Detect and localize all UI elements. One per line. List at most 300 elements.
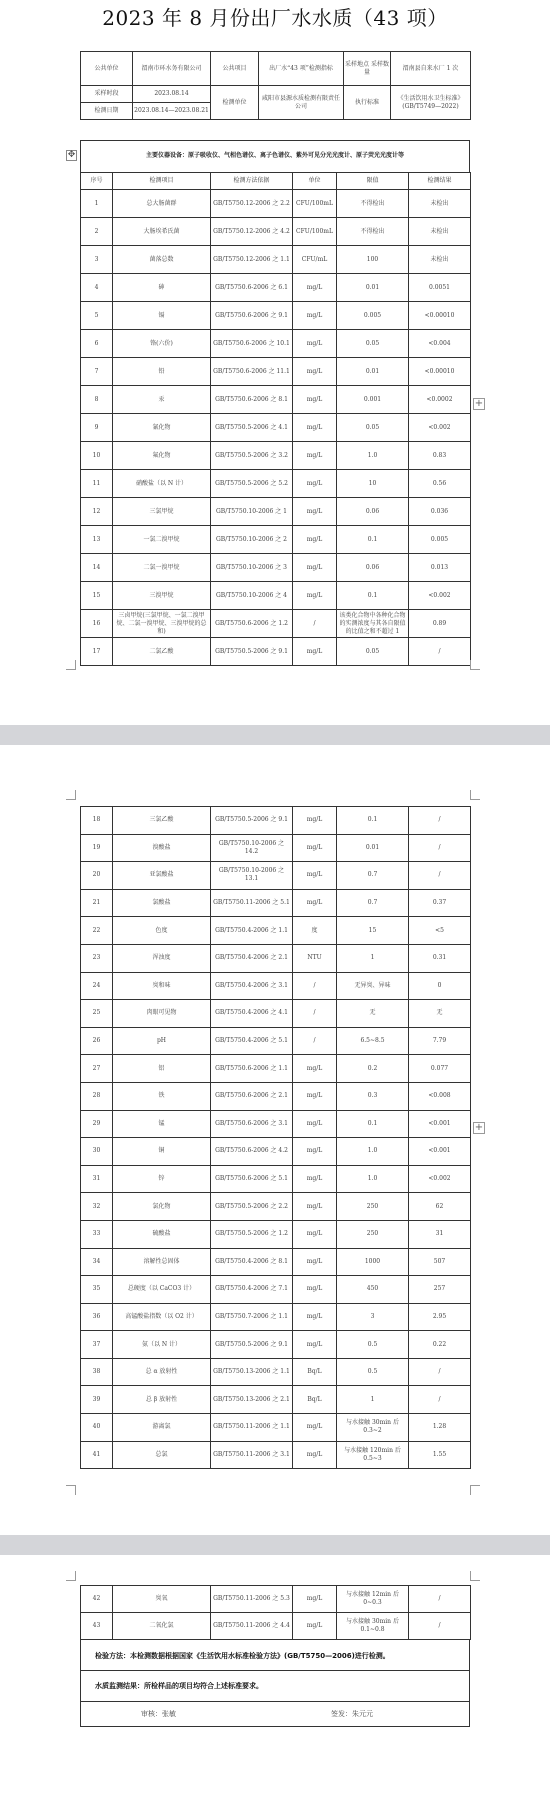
row-result: 257 [409, 1276, 471, 1304]
row-unit: CFU/100mL [293, 190, 337, 218]
row-method: GB/T5750.4-2006 之 5.1 [211, 1027, 293, 1055]
row-method: GB/T5750.6-2006 之 2.1 [211, 1082, 293, 1110]
row-limit: 0.05 [337, 414, 409, 442]
page-margin-corner [470, 660, 480, 670]
row-index: 3 [81, 246, 113, 274]
table-row [81, 358, 471, 386]
row-unit: / [293, 1027, 337, 1055]
reviewer-signature: 审核：张敏 [141, 1710, 176, 1718]
row-limit: 0.06 [337, 498, 409, 526]
row-limit: 250 [337, 1193, 409, 1221]
table-row [81, 1386, 471, 1414]
client-label: 公共单位 [81, 52, 133, 86]
col-header-unit: 单位 [293, 173, 337, 190]
row-method: GB/T5750.10-2006 之 3 [211, 554, 293, 582]
row-method: GB/T5750.11-2006 之 1.1 [211, 1414, 293, 1442]
table-row [81, 1331, 471, 1359]
row-result: 0.89 [409, 610, 471, 638]
row-item: 镉 [113, 302, 211, 330]
row-result: 0.31 [409, 944, 471, 972]
equipment-note: 主要仪器设备：原子吸收仪、气相色谱仪、离子色谱仪、紫外可见分光光度计、原子荧光光度计等 [80, 140, 470, 172]
row-limit: 250 [337, 1220, 409, 1248]
table-row [81, 889, 471, 917]
row-unit: NTU [293, 944, 337, 972]
row-result: 0.83 [409, 442, 471, 470]
row-method: GB/T5750.7-2006 之 1.1 [211, 1303, 293, 1331]
row-limit: 不得检出 [337, 218, 409, 246]
row-limit: 0.7 [337, 889, 409, 917]
row-result: 未检出 [409, 190, 471, 218]
row-method: GB/T5750.4-2006 之 7.1 [211, 1276, 293, 1304]
row-index: 18 [81, 807, 113, 835]
row-result: / [409, 834, 471, 862]
row-limit: 0.1 [337, 582, 409, 610]
row-result: 0.036 [409, 498, 471, 526]
row-result: 0.013 [409, 554, 471, 582]
row-result: <0.0002 [409, 386, 471, 414]
sample-time-value: 2023.08.14 [133, 86, 211, 103]
row-index: 23 [81, 944, 113, 972]
row-method: GB/T5750.4-2006 之 3.1 [211, 972, 293, 1000]
row-item: 硫酸盐 [113, 1220, 211, 1248]
row-index: 24 [81, 972, 113, 1000]
row-limit: 10 [337, 470, 409, 498]
row-result: 无 [409, 1000, 471, 1028]
page-margin-corner [66, 660, 76, 670]
row-limit: 15 [337, 917, 409, 945]
row-index: 7 [81, 358, 113, 386]
row-method: GB/T5750.6-2006 之 8.1 [211, 386, 293, 414]
row-item: 氨（以 N 计） [113, 1331, 211, 1359]
row-item: 氰化物 [113, 414, 211, 442]
row-unit: mg/L [293, 889, 337, 917]
row-method: GB/T5750.6-2006 之 1.1 [211, 1055, 293, 1083]
row-item: 总 β 放射性 [113, 1386, 211, 1414]
project-value: 出厂水“43 项”检测指标 [259, 52, 344, 86]
row-method: GB/T5750.11-2006 之 5.3 [211, 1586, 293, 1613]
row-item: 一氯二溴甲烷 [113, 526, 211, 554]
row-method: GB/T5750.5-2006 之 5.2 [211, 470, 293, 498]
row-unit: CFU/mL [293, 246, 337, 274]
row-item: 铝 [113, 1055, 211, 1083]
row-unit: mg/L [293, 1220, 337, 1248]
row-result: <0.001 [409, 1138, 471, 1166]
table-row [81, 1586, 471, 1613]
row-index: 34 [81, 1248, 113, 1276]
row-unit: / [293, 610, 337, 638]
row-limit: 0.1 [337, 807, 409, 835]
row-index: 41 [81, 1441, 113, 1469]
row-index: 22 [81, 917, 113, 945]
row-index: 21 [81, 889, 113, 917]
row-item: 总氯 [113, 1441, 211, 1469]
row-index: 6 [81, 330, 113, 358]
row-index: 42 [81, 1586, 113, 1613]
row-result: 7.79 [409, 1027, 471, 1055]
row-result: <0.00010 [409, 358, 471, 386]
row-result: / [409, 807, 471, 835]
row-item: 游离氯 [113, 1414, 211, 1442]
signature-row [80, 1701, 470, 1727]
row-unit: mg/L [293, 1331, 337, 1359]
table-row [81, 274, 471, 302]
row-result: <0.00010 [409, 302, 471, 330]
sample-time-label: 采样时段 [81, 86, 133, 103]
row-unit: mg/L [293, 638, 337, 666]
row-limit: 1.0 [337, 1138, 409, 1166]
row-result: 1.28 [409, 1414, 471, 1442]
table-row [81, 582, 471, 610]
row-item: 浑浊度 [113, 944, 211, 972]
row-item: 氟化物 [113, 442, 211, 470]
row-result: 0 [409, 972, 471, 1000]
row-limit: 1000 [337, 1248, 409, 1276]
row-result: / [409, 1358, 471, 1386]
row-result: / [409, 638, 471, 666]
row-unit: mg/L [293, 582, 337, 610]
table-row [81, 1276, 471, 1304]
table-row [81, 246, 471, 274]
row-unit: mg/L [293, 302, 337, 330]
row-limit: 0.1 [337, 526, 409, 554]
table-row [81, 498, 471, 526]
row-result: <0.004 [409, 330, 471, 358]
results-table-part-1 [80, 172, 471, 666]
row-index: 26 [81, 1027, 113, 1055]
row-method: GB/T5750.5-2006 之 3.2 [211, 442, 293, 470]
page-margin-corner [66, 1571, 76, 1581]
table-row [81, 1303, 471, 1331]
row-method: GB/T5750.13-2006 之 1.1 [211, 1358, 293, 1386]
row-index: 14 [81, 554, 113, 582]
test-date-value: 2023.08.14—2023.08.21 [133, 103, 211, 120]
row-method: GB/T5750.6-2006 之 1.2 [211, 610, 293, 638]
row-unit: 度 [293, 917, 337, 945]
row-limit: 0.05 [337, 330, 409, 358]
table-row [81, 807, 471, 835]
table-row [81, 1414, 471, 1442]
page-margin-corner [66, 790, 76, 800]
add-row-plus-icon[interactable]: + [474, 398, 484, 409]
table-row [81, 972, 471, 1000]
results-body-part-2 [81, 807, 471, 1469]
unit-value: 咸阳市县源水质检测有限责任公司 [259, 86, 344, 120]
row-item: 色度 [113, 917, 211, 945]
table-row [81, 944, 471, 972]
row-method: GB/T5750.13-2006 之 2.1 [211, 1386, 293, 1414]
table-row [81, 414, 471, 442]
row-result: <0.002 [409, 414, 471, 442]
row-unit: mg/L [293, 358, 337, 386]
row-item: 锰 [113, 1110, 211, 1138]
row-result: 2.95 [409, 1303, 471, 1331]
row-unit: mg/L [293, 1303, 337, 1331]
row-unit: mg/L [293, 554, 337, 582]
table-row [81, 470, 471, 498]
row-index: 5 [81, 302, 113, 330]
row-index: 13 [81, 526, 113, 554]
row-index: 10 [81, 442, 113, 470]
row-item: 二氯乙酸 [113, 638, 211, 666]
row-method: GB/T5750.6-2006 之 10.1 [211, 330, 293, 358]
row-index: 30 [81, 1138, 113, 1166]
row-item: 锌 [113, 1165, 211, 1193]
table-row [81, 1613, 471, 1640]
table-row [81, 610, 471, 638]
row-limit: 0.7 [337, 862, 409, 890]
row-method: GB/T5750.5-2006 之 1.2 [211, 1220, 293, 1248]
row-index: 2 [81, 218, 113, 246]
row-index: 36 [81, 1303, 113, 1331]
row-limit: 0.001 [337, 386, 409, 414]
row-result: 0.56 [409, 470, 471, 498]
row-unit: mg/L [293, 1414, 337, 1442]
table-row [81, 1138, 471, 1166]
table-row [81, 1082, 471, 1110]
row-index: 35 [81, 1276, 113, 1304]
row-limit: 1 [337, 1386, 409, 1414]
row-limit: 与水接触 30min 后 0.1~0.8 [337, 1613, 409, 1640]
row-limit: 不得检出 [337, 190, 409, 218]
row-result: 62 [409, 1193, 471, 1221]
row-item: 氯化物 [113, 1193, 211, 1221]
table-row [81, 190, 471, 218]
row-index: 31 [81, 1165, 113, 1193]
row-limit: 1.0 [337, 442, 409, 470]
page-margin-corner [470, 1485, 480, 1495]
project-label: 公共项目 [211, 52, 259, 86]
row-limit: 1.0 [337, 1165, 409, 1193]
row-item: 高锰酸盐指数（以 O2 计） [113, 1303, 211, 1331]
test-method-note: 检验方法：本检测数据根据国家《生活饮用水标准检验方法》(GB/T5750—2006)进行检测。 [80, 1639, 470, 1671]
row-unit: mg/L [293, 1138, 337, 1166]
row-index: 29 [81, 1110, 113, 1138]
row-item: 三氯乙酸 [113, 807, 211, 835]
row-result: / [409, 1386, 471, 1414]
row-index: 39 [81, 1386, 113, 1414]
row-limit: 无异臭、异味 [337, 972, 409, 1000]
standard-value: 《生活饮用水卫生标准》(GB/T5749—2022) [391, 86, 471, 120]
row-limit: 0.06 [337, 554, 409, 582]
page-margin-corner [470, 1571, 480, 1581]
row-method: GB/T5750.4-2006 之 2.1 [211, 944, 293, 972]
row-method: GB/T5750.11-2006 之 4.4 [211, 1613, 293, 1640]
row-index: 43 [81, 1613, 113, 1640]
row-method: GB/T5750.10-2006 之 2 [211, 526, 293, 554]
row-unit: mg/L [293, 1441, 337, 1469]
row-result: <0.008 [409, 1082, 471, 1110]
row-method: GB/T5750.4-2006 之 8.1 [211, 1248, 293, 1276]
row-result: <0.001 [409, 1110, 471, 1138]
row-result: 0.077 [409, 1055, 471, 1083]
row-item: 砷 [113, 274, 211, 302]
col-header-item: 检测项目 [113, 173, 211, 190]
row-index: 9 [81, 414, 113, 442]
row-method: GB/T5750.11-2006 之 3.1 [211, 1441, 293, 1469]
row-unit: mg/L [293, 414, 337, 442]
row-item: 总硬度（以 CaCO3 计） [113, 1276, 211, 1304]
row-method: GB/T5750.6-2006 之 11.1 [211, 358, 293, 386]
row-limit: 与水接触 12min 后 0~0.3 [337, 1586, 409, 1613]
row-result: <5 [409, 917, 471, 945]
table-row [81, 1358, 471, 1386]
row-limit: 无 [337, 1000, 409, 1028]
row-method: GB/T5750.10-2006 之 4 [211, 582, 293, 610]
row-item: 硝酸盐（以 N 计） [113, 470, 211, 498]
row-limit: 6.5~8.5 [337, 1027, 409, 1055]
row-item: 铜 [113, 1138, 211, 1166]
row-index: 19 [81, 834, 113, 862]
document-page-1 [0, 0, 550, 725]
row-result: 507 [409, 1248, 471, 1276]
row-item: 铁 [113, 1082, 211, 1110]
row-result: 1.55 [409, 1441, 471, 1469]
row-unit: mg/L [293, 1082, 337, 1110]
row-unit: mg/L [293, 274, 337, 302]
row-item: 溴酸盐 [113, 834, 211, 862]
row-method: GB/T5750.5-2006 之 2.2 [211, 1193, 293, 1221]
row-index: 33 [81, 1220, 113, 1248]
row-result: 未检出 [409, 246, 471, 274]
row-limit: 0.3 [337, 1082, 409, 1110]
row-unit: CFU/100mL [293, 218, 337, 246]
row-index: 17 [81, 638, 113, 666]
row-unit: mg/L [293, 1276, 337, 1304]
row-result: / [409, 1613, 471, 1640]
table-row [81, 1000, 471, 1028]
row-index: 1 [81, 190, 113, 218]
row-unit: mg/L [293, 470, 337, 498]
row-limit: 0.1 [337, 1110, 409, 1138]
results-table-part-2 [80, 806, 471, 1469]
row-result: / [409, 862, 471, 890]
client-value: 渭南市环水务有限公司 [133, 52, 211, 86]
col-header-method: 检测方法依据 [211, 173, 293, 190]
standard-label: 执行标准 [344, 86, 391, 120]
row-item: 铬(六价) [113, 330, 211, 358]
row-item: 汞 [113, 386, 211, 414]
row-limit: 0.5 [337, 1331, 409, 1359]
row-limit: 0.2 [337, 1055, 409, 1083]
row-unit: / [293, 972, 337, 1000]
row-unit: mg/L [293, 1586, 337, 1613]
row-item: 二氧化氯 [113, 1613, 211, 1640]
page-gap [0, 725, 550, 745]
row-unit: mg/L [293, 1193, 337, 1221]
row-item: 二氯一溴甲烷 [113, 554, 211, 582]
row-method: GB/T5750.6-2006 之 6.1 [211, 274, 293, 302]
col-header-result: 检测结果 [409, 173, 471, 190]
row-result: 0.37 [409, 889, 471, 917]
row-index: 12 [81, 498, 113, 526]
test-date-label: 检测日期 [81, 103, 133, 120]
row-item: 菌落总数 [113, 246, 211, 274]
info-table [80, 51, 471, 120]
row-limit: 与水接触 30min 后 0.3~2 [337, 1414, 409, 1442]
row-limit: 0.01 [337, 358, 409, 386]
row-limit: 0.01 [337, 834, 409, 862]
row-item: 肉眼可见物 [113, 1000, 211, 1028]
table-row [81, 917, 471, 945]
col-header-index: 序号 [81, 173, 113, 190]
table-row [81, 638, 471, 666]
row-method: GB/T5750.6-2006 之 9.1 [211, 302, 293, 330]
row-unit: mg/L [293, 1613, 337, 1640]
row-method: GB/T5750.6-2006 之 4.2 [211, 1138, 293, 1166]
row-item: 三溴甲烷 [113, 582, 211, 610]
table-row [81, 526, 471, 554]
row-index: 8 [81, 386, 113, 414]
row-item: 三氯甲烷 [113, 498, 211, 526]
row-item: 总大肠菌群 [113, 190, 211, 218]
row-unit: mg/L [293, 526, 337, 554]
results-body-part-1 [81, 190, 471, 666]
add-row-plus-icon[interactable]: + [474, 1122, 484, 1133]
row-unit: mg/L [293, 862, 337, 890]
row-unit: mg/L [293, 1055, 337, 1083]
row-index: 11 [81, 470, 113, 498]
row-limit: 0.005 [337, 302, 409, 330]
table-move-handle-icon[interactable]: ✥ [67, 150, 76, 160]
table-row [81, 1055, 471, 1083]
row-index: 37 [81, 1331, 113, 1359]
row-method: GB/T5750.4-2006 之 1.1 [211, 917, 293, 945]
row-result: 0.22 [409, 1331, 471, 1359]
row-index: 32 [81, 1193, 113, 1221]
row-unit: mg/L [293, 442, 337, 470]
page-margin-corner [66, 1485, 76, 1495]
row-unit: mg/L [293, 1248, 337, 1276]
row-method: GB/T5750.12-2006 之 1.1 [211, 246, 293, 274]
row-index: 4 [81, 274, 113, 302]
row-index: 28 [81, 1082, 113, 1110]
row-result: 0.0051 [409, 274, 471, 302]
row-method: GB/T5750.10-2006 之 1 [211, 498, 293, 526]
row-item: 三卤甲烷(三氯甲烷、一氯二溴甲烷、二氯一溴甲烷、三溴甲烷的总和) [113, 610, 211, 638]
row-unit: mg/L [293, 807, 337, 835]
results-table-part-3 [80, 1585, 471, 1640]
row-item: 总 α 放射性 [113, 1358, 211, 1386]
row-result: <0.002 [409, 1165, 471, 1193]
row-unit: mg/L [293, 1110, 337, 1138]
page-margin-corner [470, 790, 480, 800]
row-unit: mg/L [293, 834, 337, 862]
row-method: GB/T5750.6-2006 之 3.1 [211, 1110, 293, 1138]
row-item: 氯酸盐 [113, 889, 211, 917]
row-unit: mg/L [293, 1165, 337, 1193]
row-method: GB/T5750.5-2006 之 4.1 [211, 414, 293, 442]
row-result: 31 [409, 1220, 471, 1248]
test-result-note: 水质监测结果：所检样品的项目均符合上述标准要求。 [80, 1670, 470, 1702]
row-limit: 该类化合物中各种化合物的实测浓度与其各自限值的比值之和不超过 1 [337, 610, 409, 638]
table-row [81, 1193, 471, 1221]
results-body-part-3 [81, 1586, 471, 1640]
row-method: GB/T5750.5-2006 之 9.1 [211, 638, 293, 666]
row-method: GB/T5750.11-2006 之 5.1 [211, 889, 293, 917]
row-item: 亚氯酸盐 [113, 862, 211, 890]
row-unit: Bq/L [293, 1358, 337, 1386]
row-limit: 0.01 [337, 274, 409, 302]
table-row [81, 330, 471, 358]
row-method: GB/T5750.12-2006 之 2.2 [211, 190, 293, 218]
table-row [81, 1248, 471, 1276]
sample-point-value: 渭南县自来水厂 1 次 [391, 52, 471, 86]
row-method: GB/T5750.10-2006 之 13.1 [211, 862, 293, 890]
row-method: GB/T5750.4-2006 之 4.1 [211, 1000, 293, 1028]
row-unit: mg/L [293, 498, 337, 526]
row-method: GB/T5750.6-2006 之 5.1 [211, 1165, 293, 1193]
row-item: 臭和味 [113, 972, 211, 1000]
